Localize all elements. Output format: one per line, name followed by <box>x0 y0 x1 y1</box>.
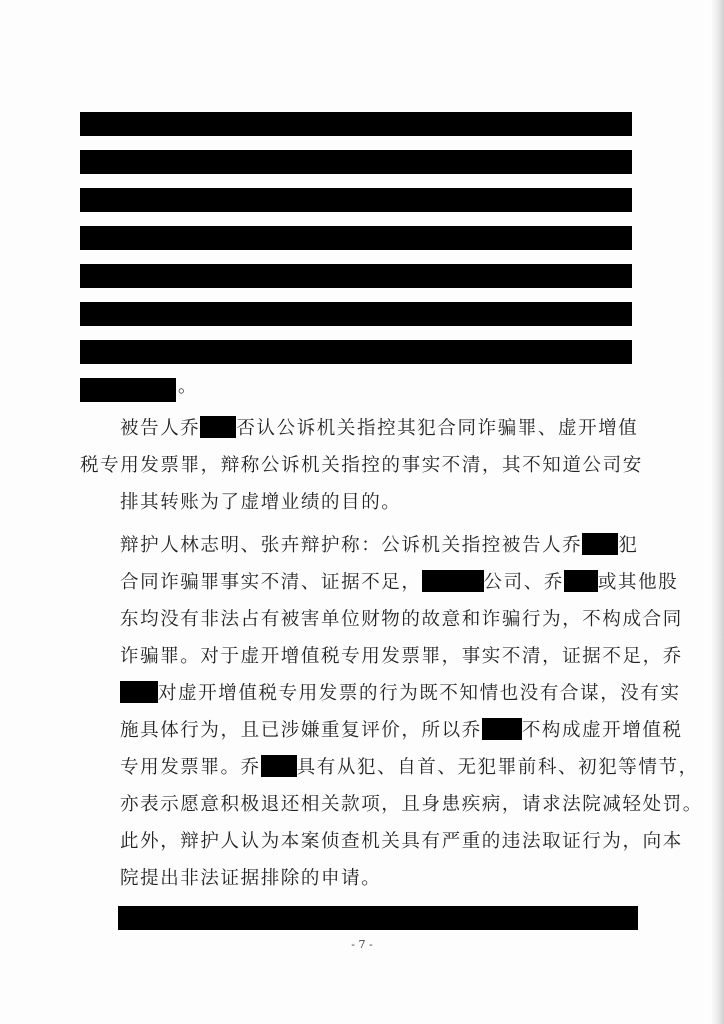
redacted-name <box>120 681 158 703</box>
text-line: 院提出非法证据排除的申请。 <box>120 868 382 889</box>
redacted-name <box>261 755 297 777</box>
text-line: 施具体行为，且已涉嫌重复评价，所以乔 不构成虚开增值税 <box>120 720 683 741</box>
text-line: 合同诈骗罪事实不清、证据不足， 公司、乔 或其他股 <box>120 572 679 593</box>
redaction-bar <box>80 264 632 288</box>
redaction-bar <box>80 188 632 212</box>
text-line: 专用发票罪。乔 具有从犯、自首、无犯罪前科、初犯等情节， <box>120 757 699 778</box>
redaction-bar <box>80 378 176 402</box>
text-line: 税专用发票罪，辩称公诉机关指控的事实不清，其不知道公司安 <box>80 455 643 476</box>
redacted-line-period: 。 <box>178 376 196 397</box>
redaction-bar <box>80 112 632 136</box>
redacted-name <box>582 533 618 555</box>
page-edge-shadow <box>710 0 724 1024</box>
text-line: 诈骗罪。对于虚开增值税专用发票罪，事实不清，证据不足，乔 <box>120 646 683 667</box>
page-number: - 7 - <box>351 938 373 951</box>
redacted-name <box>564 570 598 592</box>
redacted-company <box>422 570 484 592</box>
paragraph-defense <box>80 527 703 897</box>
body-text <box>80 410 703 897</box>
redacted-name <box>200 416 236 438</box>
redacted-name <box>482 718 522 740</box>
text-line: 东均没有非法占有被害单位财物的故意和诈骗行为，不构成合同 <box>120 609 683 630</box>
paragraph-defendant <box>80 410 643 521</box>
redaction-bar <box>80 340 632 364</box>
text-line: 此外，辩护人认为本案侦查机关具有严重的违法取证行为，向本 <box>120 831 683 852</box>
redaction-bar <box>80 150 632 174</box>
redaction-bar <box>80 226 632 250</box>
redaction-bar <box>118 906 638 930</box>
text-line: 亦表示愿意积极退还相关款项，且身患疾病，请求法院减轻处罚。 <box>120 794 703 815</box>
text-line: 排其转账为了虚增业绩的目的。 <box>120 492 402 513</box>
text-line: 辩护人林志明、张卉辩护称：公诉机关指控被告人乔 犯 <box>120 535 639 556</box>
text-line: 被告人乔 否认公诉机关指控其犯合同诈骗罪、虚开增值 <box>120 418 639 439</box>
text-line: 对虚开增值税专用发票的行为既不知情也没有合谋，没有实 <box>80 675 640 712</box>
redaction-bar <box>80 302 632 326</box>
